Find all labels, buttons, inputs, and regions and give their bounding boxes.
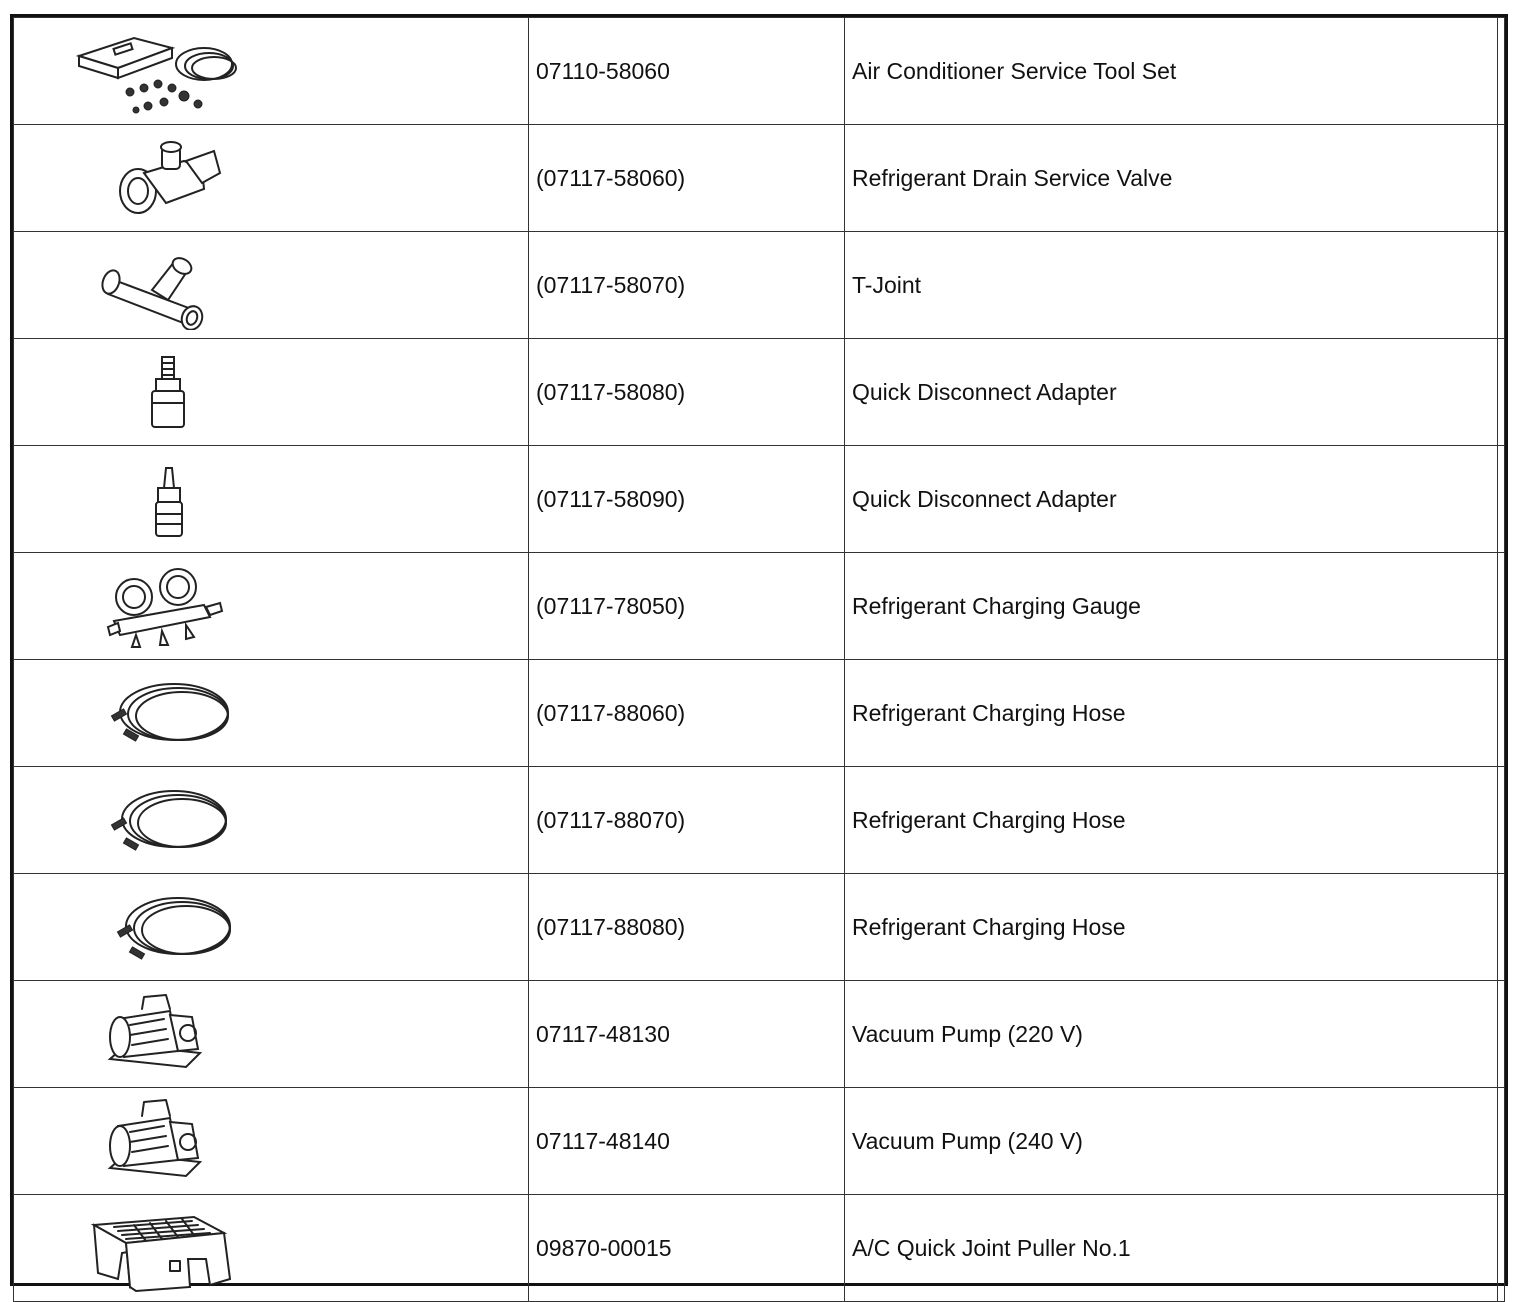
service-tool-table — [13, 17, 1505, 1302]
joint-puller-icon — [74, 1203, 254, 1293]
table-row — [14, 1195, 1505, 1302]
table-row — [14, 874, 1505, 981]
part-number: 09870-00015 — [529, 1195, 845, 1302]
extra-cell — [1498, 125, 1505, 232]
part-number: (07117-58060) — [529, 125, 845, 232]
extra-cell — [1498, 553, 1505, 660]
part-number: (07117-78050) — [529, 553, 845, 660]
illustration-cell — [14, 125, 529, 232]
part-number: 07117-48140 — [529, 1088, 845, 1195]
part-number: (07117-58080) — [529, 339, 845, 446]
extra-cell — [1498, 446, 1505, 553]
illustration-cell — [14, 1195, 529, 1302]
illustration-cell — [14, 18, 529, 125]
extra-cell — [1498, 874, 1505, 981]
extra-cell — [1498, 981, 1505, 1088]
table-row — [14, 446, 1505, 553]
tool-name: Quick Disconnect Adapter — [845, 446, 1498, 553]
part-number: (07117-58070) — [529, 232, 845, 339]
tool-name: Refrigerant Drain Service Valve — [845, 125, 1498, 232]
vacuum-pump-icon — [74, 1096, 254, 1186]
extra-cell — [1498, 660, 1505, 767]
table-row — [14, 767, 1505, 874]
illustration-cell — [14, 981, 529, 1088]
part-number: 07117-48130 — [529, 981, 845, 1088]
extra-cell — [1498, 339, 1505, 446]
quick-adapter-icon — [74, 347, 254, 437]
extra-cell — [1498, 232, 1505, 339]
table-row — [14, 232, 1505, 339]
table-row — [14, 553, 1505, 660]
table-row — [14, 18, 1505, 125]
illustration-cell — [14, 874, 529, 981]
tool-set-case-icon — [74, 26, 254, 116]
quick-adapter-small-icon — [74, 454, 254, 544]
charging-hose-icon — [74, 668, 254, 758]
charging-gauge-icon — [74, 561, 254, 651]
tool-name: Refrigerant Charging Hose — [845, 874, 1498, 981]
extra-cell — [1498, 18, 1505, 125]
illustration-cell — [14, 446, 529, 553]
drain-valve-icon — [74, 133, 254, 223]
extra-cell — [1498, 767, 1505, 874]
tool-name: A/C Quick Joint Puller No.1 — [845, 1195, 1498, 1302]
table-row — [14, 981, 1505, 1088]
tool-name: Air Conditioner Service Tool Set — [845, 18, 1498, 125]
table-row — [14, 1088, 1505, 1195]
illustration-cell — [14, 767, 529, 874]
part-number: 07110-58060 — [529, 18, 845, 125]
part-number: (07117-88080) — [529, 874, 845, 981]
tool-name: T-Joint — [845, 232, 1498, 339]
tool-name: Refrigerant Charging Hose — [845, 660, 1498, 767]
tool-name: Quick Disconnect Adapter — [845, 339, 1498, 446]
t-joint-icon — [74, 240, 254, 330]
part-number: (07117-58090) — [529, 446, 845, 553]
illustration-cell — [14, 660, 529, 767]
illustration-cell — [14, 339, 529, 446]
extra-cell — [1498, 1088, 1505, 1195]
charging-hose-icon — [74, 882, 254, 972]
tool-name: Vacuum Pump (240 V) — [845, 1088, 1498, 1195]
part-number: (07117-88070) — [529, 767, 845, 874]
tool-name: Refrigerant Charging Hose — [845, 767, 1498, 874]
illustration-cell — [14, 553, 529, 660]
illustration-cell — [14, 232, 529, 339]
table-row — [14, 339, 1505, 446]
vacuum-pump-icon — [74, 989, 254, 1079]
tool-name: Refrigerant Charging Gauge — [845, 553, 1498, 660]
charging-hose-icon — [74, 775, 254, 865]
table-row — [14, 125, 1505, 232]
part-number: (07117-88060) — [529, 660, 845, 767]
extra-cell — [1498, 1195, 1505, 1302]
table-row — [14, 660, 1505, 767]
tool-table-frame — [10, 14, 1508, 1286]
tool-name: Vacuum Pump (220 V) — [845, 981, 1498, 1088]
illustration-cell — [14, 1088, 529, 1195]
